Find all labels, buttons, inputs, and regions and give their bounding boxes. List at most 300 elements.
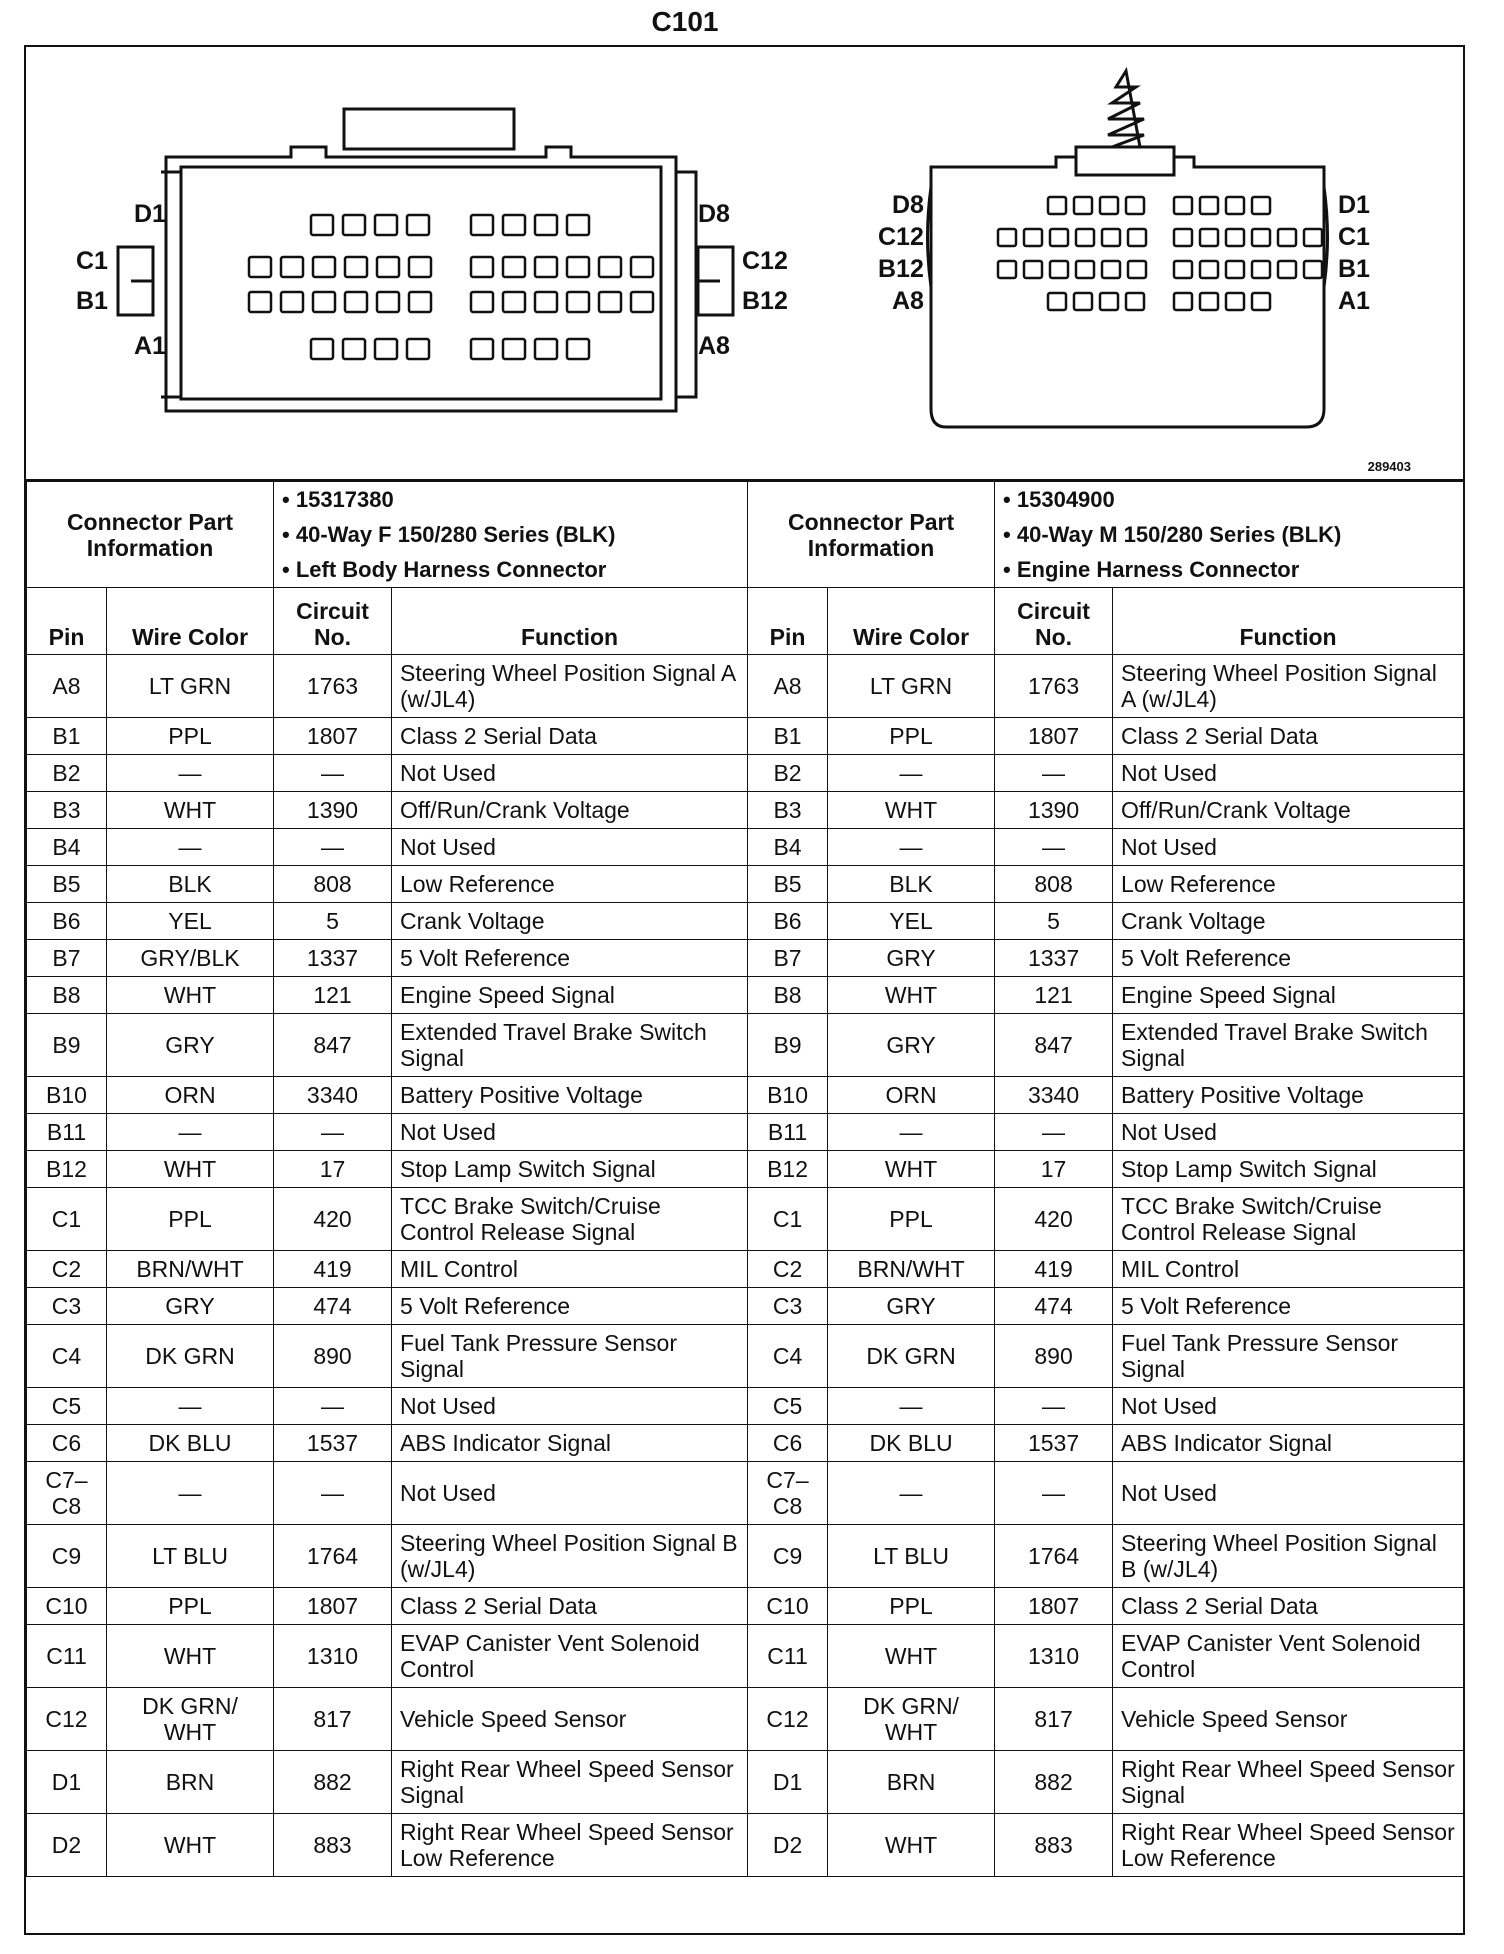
cavity	[311, 215, 333, 235]
right-pin-label-bottom-left: A8	[892, 287, 924, 315]
cavity	[343, 339, 365, 359]
left-pin-cell: B2	[27, 755, 107, 792]
left-function-cell: Not Used	[392, 755, 748, 792]
right-wire-color-cell: YEL	[828, 903, 995, 940]
table-row	[27, 1325, 1464, 1388]
left-wire-color-cell: ORN	[107, 1077, 274, 1114]
cavity	[1304, 261, 1322, 278]
left-col-circuit: Circuit No.	[274, 588, 392, 655]
right-function-cell: 5 Volt Reference	[1113, 940, 1464, 977]
left-pin-label-mid-right2: B12	[742, 287, 788, 315]
left-function-cell: Steering Wheel Position Signal B (w/JL4)	[392, 1525, 748, 1588]
right-function-cell: Class 2 Serial Data	[1113, 718, 1464, 755]
left-circuit-cell: —	[274, 755, 392, 792]
connector-face-views	[26, 47, 1463, 479]
cavity	[503, 257, 525, 277]
table-row	[27, 866, 1464, 903]
right-circuit-cell: 883	[995, 1814, 1113, 1877]
left-pin-cell: A8	[27, 655, 107, 718]
right-circuit-cell: 1337	[995, 940, 1113, 977]
right-wire-color-cell: WHT	[828, 1625, 995, 1688]
left-pin-cell: C4	[27, 1325, 107, 1388]
right-pin-cell: C5	[748, 1388, 828, 1425]
right-part-description: • Engine Harness Connector	[1003, 552, 1455, 587]
left-part-series: • 40-Way F 150/280 Series (BLK)	[282, 517, 739, 552]
right-pin-cell: B12	[748, 1151, 828, 1188]
cavity	[377, 292, 399, 312]
cavity	[1174, 261, 1192, 278]
right-wire-color-cell: —	[828, 1114, 995, 1151]
left-part-info-label: Connector Part Information	[27, 482, 274, 588]
right-pin-cell: D1	[748, 1751, 828, 1814]
right-wire-color-cell: DK GRN/ WHT	[828, 1688, 995, 1751]
right-col-function: Function	[1113, 588, 1464, 655]
right-circuit-cell: 1310	[995, 1625, 1113, 1688]
left-circuit-cell: —	[274, 1114, 392, 1151]
left-function-cell: Engine Speed Signal	[392, 977, 748, 1014]
left-function-cell: Low Reference	[392, 866, 748, 903]
cavity	[599, 257, 621, 277]
right-col-circuit: Circuit No.	[995, 588, 1113, 655]
left-circuit-cell: 1763	[274, 655, 392, 718]
right-wire-color-cell: LT BLU	[828, 1525, 995, 1588]
right-pin-cell: C10	[748, 1588, 828, 1625]
right-function-cell: Extended Travel Brake Switch Signal	[1113, 1014, 1464, 1077]
right-circuit-cell: —	[995, 1462, 1113, 1525]
cavity	[1174, 229, 1192, 246]
left-function-cell: ABS Indicator Signal	[392, 1425, 748, 1462]
left-col-wire-color: Wire Color	[107, 588, 274, 655]
right-function-cell: Class 2 Serial Data	[1113, 1588, 1464, 1625]
right-wire-color-cell: —	[828, 1462, 995, 1525]
left-circuit-cell: 121	[274, 977, 392, 1014]
right-function-cell: Battery Positive Voltage	[1113, 1077, 1464, 1114]
right-col-pin: Pin	[748, 588, 828, 655]
right-circuit-cell: 808	[995, 866, 1113, 903]
right-col-wire-color: Wire Color	[828, 588, 995, 655]
left-function-cell: 5 Volt Reference	[392, 940, 748, 977]
right-circuit-cell: 882	[995, 1751, 1113, 1814]
right-wire-color-cell: PPL	[828, 718, 995, 755]
right-circuit-cell: 420	[995, 1188, 1113, 1251]
cavity	[407, 215, 429, 235]
pinout-table	[26, 481, 1464, 1877]
cavity	[1126, 293, 1144, 310]
right-function-cell: MIL Control	[1113, 1251, 1464, 1288]
cavity	[1048, 293, 1066, 310]
right-part-info	[995, 482, 1464, 588]
cavity	[535, 339, 557, 359]
left-pin-label-mid-left2: B1	[76, 287, 108, 315]
table-row	[27, 718, 1464, 755]
left-col-pin: Pin	[27, 588, 107, 655]
right-function-cell: 5 Volt Reference	[1113, 1288, 1464, 1325]
left-function-cell: Vehicle Speed Sensor	[392, 1688, 748, 1751]
left-function-cell: Right Rear Wheel Speed Sensor Low Reference	[392, 1814, 748, 1877]
left-function-cell: Extended Travel Brake Switch Signal	[392, 1014, 748, 1077]
left-wire-color-cell: —	[107, 1462, 274, 1525]
right-circuit-cell: 3340	[995, 1077, 1113, 1114]
right-function-cell: ABS Indicator Signal	[1113, 1425, 1464, 1462]
cavity	[377, 257, 399, 277]
cavity	[471, 215, 493, 235]
right-wire-color-cell: WHT	[828, 792, 995, 829]
right-pin-cell: B5	[748, 866, 828, 903]
right-function-cell: Right Rear Wheel Speed Sensor Low Reference	[1113, 1814, 1464, 1877]
left-wire-color-cell: WHT	[107, 1625, 274, 1688]
right-pin-cell: B3	[748, 792, 828, 829]
column-header-row	[27, 588, 1464, 655]
left-wire-color-cell: DK BLU	[107, 1425, 274, 1462]
cavity	[281, 257, 303, 277]
cavity	[998, 261, 1016, 278]
cavity	[471, 339, 493, 359]
right-wire-color-cell: —	[828, 1388, 995, 1425]
left-wire-color-cell: LT BLU	[107, 1525, 274, 1588]
right-wire-color-cell: PPL	[828, 1188, 995, 1251]
right-wire-color-cell: BRN/WHT	[828, 1251, 995, 1288]
right-function-cell: Steering Wheel Position Signal A (w/JL4)	[1113, 655, 1464, 718]
connector-frame	[24, 45, 1465, 1935]
right-function-cell: Not Used	[1113, 1388, 1464, 1425]
cavity	[535, 292, 557, 312]
left-function-cell: Off/Run/Crank Voltage	[392, 792, 748, 829]
cavity	[249, 292, 271, 312]
left-pin-cell: B6	[27, 903, 107, 940]
left-function-cell: 5 Volt Reference	[392, 1288, 748, 1325]
table-row	[27, 1288, 1464, 1325]
left-circuit-cell: 1537	[274, 1425, 392, 1462]
left-part-description: • Left Body Harness Connector	[282, 552, 739, 587]
left-function-cell: Right Rear Wheel Speed Sensor Signal	[392, 1751, 748, 1814]
table-row	[27, 829, 1464, 866]
right-wire-color-cell: —	[828, 755, 995, 792]
right-wire-color-cell: WHT	[828, 1151, 995, 1188]
cavity	[1304, 229, 1322, 246]
left-part-number: • 15317380	[282, 482, 739, 517]
table-row	[27, 1188, 1464, 1251]
table-row	[27, 1014, 1464, 1077]
cavity	[1024, 229, 1042, 246]
left-wire-color-cell: WHT	[107, 977, 274, 1014]
left-circuit-cell: 3340	[274, 1077, 392, 1114]
cavity	[1076, 261, 1094, 278]
cavity	[1050, 229, 1068, 246]
right-circuit-cell: 5	[995, 903, 1113, 940]
cavity	[599, 292, 621, 312]
right-pin-cell: C6	[748, 1425, 828, 1462]
cavity	[631, 292, 653, 312]
right-pin-cell: B8	[748, 977, 828, 1014]
right-function-cell: Fuel Tank Pressure Sensor Signal	[1113, 1325, 1464, 1388]
right-circuit-cell: 17	[995, 1151, 1113, 1188]
left-circuit-cell: 847	[274, 1014, 392, 1077]
right-wire-color-cell: BRN	[828, 1751, 995, 1814]
left-circuit-cell: 1390	[274, 792, 392, 829]
left-pin-cell: C9	[27, 1525, 107, 1588]
left-circuit-cell: 808	[274, 866, 392, 903]
right-pin-cell: C9	[748, 1525, 828, 1588]
right-circuit-cell: 890	[995, 1325, 1113, 1388]
table-row	[27, 655, 1464, 718]
left-wire-color-cell: WHT	[107, 792, 274, 829]
part-info-row	[27, 482, 1464, 588]
table-row	[27, 1425, 1464, 1462]
table-row	[27, 1688, 1464, 1751]
left-pin-cell: B9	[27, 1014, 107, 1077]
left-wire-color-cell: BRN	[107, 1751, 274, 1814]
cavity	[998, 229, 1016, 246]
right-pin-cell: C12	[748, 1688, 828, 1751]
cavity	[1128, 229, 1146, 246]
cavity	[535, 257, 557, 277]
cavity	[313, 257, 335, 277]
right-pin-cell: C11	[748, 1625, 828, 1688]
cavity	[1252, 293, 1270, 310]
left-part-info	[274, 482, 748, 588]
right-pin-cell: C4	[748, 1325, 828, 1388]
cavity	[311, 339, 333, 359]
cavity	[375, 339, 397, 359]
cavity	[1200, 229, 1218, 246]
cavity	[567, 215, 589, 235]
right-function-cell: Not Used	[1113, 829, 1464, 866]
cavity	[409, 257, 431, 277]
left-wire-color-cell: GRY/BLK	[107, 940, 274, 977]
table-row	[27, 1814, 1464, 1877]
left-pin-label-mid-left1: C1	[76, 247, 108, 275]
cavity	[1126, 197, 1144, 214]
left-pin-cell: C11	[27, 1625, 107, 1688]
left-function-cell: EVAP Canister Vent Solenoid Control	[392, 1625, 748, 1688]
left-pin-label-bottom-left: A1	[134, 332, 166, 360]
left-circuit-cell: 419	[274, 1251, 392, 1288]
right-pin-cell: B2	[748, 755, 828, 792]
right-circuit-cell: —	[995, 1114, 1113, 1151]
left-circuit-cell: 17	[274, 1151, 392, 1188]
left-pin-cell: D2	[27, 1814, 107, 1877]
cavity	[1174, 293, 1192, 310]
right-part-info-label: Connector Part Information	[748, 482, 995, 588]
right-function-cell: Right Rear Wheel Speed Sensor Signal	[1113, 1751, 1464, 1814]
left-circuit-cell: 1337	[274, 940, 392, 977]
cavity	[1128, 261, 1146, 278]
cavity	[1252, 261, 1270, 278]
left-circuit-cell: 1807	[274, 1588, 392, 1625]
cavity	[567, 257, 589, 277]
left-wire-color-cell: DK GRN/ WHT	[107, 1688, 274, 1751]
left-col-function: Function	[392, 588, 748, 655]
left-function-cell: Not Used	[392, 1114, 748, 1151]
left-pin-cell: B5	[27, 866, 107, 903]
right-circuit-cell: —	[995, 829, 1113, 866]
left-pin-cell: C2	[27, 1251, 107, 1288]
cavity	[345, 292, 367, 312]
cavity	[1048, 197, 1066, 214]
cavity	[1174, 197, 1192, 214]
right-circuit-cell: 474	[995, 1288, 1113, 1325]
right-connector-face	[928, 71, 1328, 427]
cavity	[1226, 229, 1244, 246]
right-circuit-cell: 419	[995, 1251, 1113, 1288]
left-pin-cell: C1	[27, 1188, 107, 1251]
cavity	[1076, 229, 1094, 246]
cavity	[1226, 197, 1244, 214]
left-circuit-cell: 1807	[274, 718, 392, 755]
table-row	[27, 940, 1464, 977]
cavity	[535, 215, 557, 235]
right-circuit-cell: 1537	[995, 1425, 1113, 1462]
right-wire-color-cell: BLK	[828, 866, 995, 903]
right-circuit-cell: 1807	[995, 1588, 1113, 1625]
right-circuit-cell: 1390	[995, 792, 1113, 829]
connector-drawing	[26, 47, 1463, 481]
cavity	[1278, 229, 1296, 246]
right-circuit-cell: —	[995, 755, 1113, 792]
cavity	[1102, 229, 1120, 246]
figure-number: 289403	[1367, 459, 1411, 474]
right-function-cell: Not Used	[1113, 755, 1464, 792]
cavity	[1024, 261, 1042, 278]
left-circuit-cell: 817	[274, 1688, 392, 1751]
right-function-cell: Not Used	[1113, 1114, 1464, 1151]
left-function-cell: Class 2 Serial Data	[392, 718, 748, 755]
cavity	[503, 215, 525, 235]
right-circuit-cell: 817	[995, 1688, 1113, 1751]
left-function-cell: Not Used	[392, 829, 748, 866]
cavity	[1102, 261, 1120, 278]
left-pin-cell: B1	[27, 718, 107, 755]
right-function-cell: TCC Brake Switch/Cruise Control Release Signal	[1113, 1188, 1464, 1251]
table-row	[27, 1462, 1464, 1525]
cavity	[1050, 261, 1068, 278]
right-pin-cell: C2	[748, 1251, 828, 1288]
left-pin-cell: C6	[27, 1425, 107, 1462]
right-function-cell: Crank Voltage	[1113, 903, 1464, 940]
left-wire-color-cell: GRY	[107, 1288, 274, 1325]
cavity	[1074, 293, 1092, 310]
right-wire-color-cell: DK BLU	[828, 1425, 995, 1462]
table-row	[27, 903, 1464, 940]
left-pin-cell: B4	[27, 829, 107, 866]
cavity	[567, 339, 589, 359]
right-function-cell: Low Reference	[1113, 866, 1464, 903]
right-pin-label-top-right: D1	[1338, 191, 1370, 219]
connector-title: C101	[651, 6, 719, 37]
left-wire-color-cell: PPL	[107, 1588, 274, 1625]
right-pin-label-bottom-right: A1	[1338, 287, 1370, 315]
cavity	[1226, 261, 1244, 278]
right-wire-color-cell: GRY	[828, 1288, 995, 1325]
right-circuit-cell: —	[995, 1388, 1113, 1425]
left-pin-cell: B11	[27, 1114, 107, 1151]
left-wire-color-cell: WHT	[107, 1151, 274, 1188]
right-wire-color-cell: WHT	[828, 1814, 995, 1877]
right-wire-color-cell: WHT	[828, 977, 995, 1014]
right-circuit-cell: 847	[995, 1014, 1113, 1077]
cavity	[343, 215, 365, 235]
right-pin-cell: B4	[748, 829, 828, 866]
right-pin-cell: C1	[748, 1188, 828, 1251]
right-function-cell: EVAP Canister Vent Solenoid Control	[1113, 1625, 1464, 1688]
left-circuit-cell: 5	[274, 903, 392, 940]
cavity	[1226, 293, 1244, 310]
left-pin-cell: C3	[27, 1288, 107, 1325]
right-pin-label-mid-left1: C12	[878, 223, 924, 251]
left-pin-label-top-right: D8	[698, 200, 730, 228]
right-circuit-cell: 1807	[995, 718, 1113, 755]
table-row	[27, 792, 1464, 829]
left-wire-color-cell: BLK	[107, 866, 274, 903]
left-wire-color-cell: PPL	[107, 718, 274, 755]
right-pin-cell: B11	[748, 1114, 828, 1151]
table-row	[27, 1625, 1464, 1688]
right-function-cell: Stop Lamp Switch Signal	[1113, 1151, 1464, 1188]
right-function-cell: Not Used	[1113, 1462, 1464, 1525]
cavity	[471, 257, 493, 277]
table-row	[27, 1388, 1464, 1425]
right-wire-color-cell: DK GRN	[828, 1325, 995, 1388]
cavity	[1278, 261, 1296, 278]
left-wire-color-cell: —	[107, 1114, 274, 1151]
left-circuit-cell: 1310	[274, 1625, 392, 1688]
left-wire-color-cell: BRN/WHT	[107, 1251, 274, 1288]
cavity	[1100, 293, 1118, 310]
left-pin-label-bottom-right: A8	[698, 332, 730, 360]
table-row	[27, 1114, 1464, 1151]
right-pin-cell: D2	[748, 1814, 828, 1877]
left-function-cell: Steering Wheel Position Signal A (w/JL4)	[392, 655, 748, 718]
right-function-cell: Vehicle Speed Sensor	[1113, 1688, 1464, 1751]
left-wire-color-cell: GRY	[107, 1014, 274, 1077]
left-wire-color-cell: —	[107, 1388, 274, 1425]
table-row	[27, 1588, 1464, 1625]
right-wire-color-cell: PPL	[828, 1588, 995, 1625]
cavity	[375, 215, 397, 235]
cavity	[471, 292, 493, 312]
cavity	[1074, 197, 1092, 214]
left-function-cell: Not Used	[392, 1388, 748, 1425]
right-pin-cell: B1	[748, 718, 828, 755]
left-function-cell: Crank Voltage	[392, 903, 748, 940]
left-function-cell: Class 2 Serial Data	[392, 1588, 748, 1625]
table-row	[27, 977, 1464, 1014]
left-wire-color-cell: WHT	[107, 1814, 274, 1877]
left-function-cell: Fuel Tank Pressure Sensor Signal	[392, 1325, 748, 1388]
left-pin-cell: D1	[27, 1751, 107, 1814]
table-row	[27, 1251, 1464, 1288]
left-pin-cell: C10	[27, 1588, 107, 1625]
cavity	[409, 292, 431, 312]
right-pin-label-mid-left2: B12	[878, 255, 924, 283]
left-function-cell: MIL Control	[392, 1251, 748, 1288]
right-pin-cell: C3	[748, 1288, 828, 1325]
right-pin-cell: B6	[748, 903, 828, 940]
cavity	[1252, 197, 1270, 214]
cavity	[345, 257, 367, 277]
left-pin-label-top-left: D1	[134, 200, 166, 228]
left-wire-color-cell: PPL	[107, 1188, 274, 1251]
cavity	[503, 292, 525, 312]
cavity	[503, 339, 525, 359]
cavity	[1200, 197, 1218, 214]
cavity	[1100, 197, 1118, 214]
left-pin-cell: C12	[27, 1688, 107, 1751]
left-pin-cell: B3	[27, 792, 107, 829]
right-part-number: • 15304900	[1003, 482, 1455, 517]
left-circuit-cell: —	[274, 1462, 392, 1525]
right-wire-color-cell: LT GRN	[828, 655, 995, 718]
